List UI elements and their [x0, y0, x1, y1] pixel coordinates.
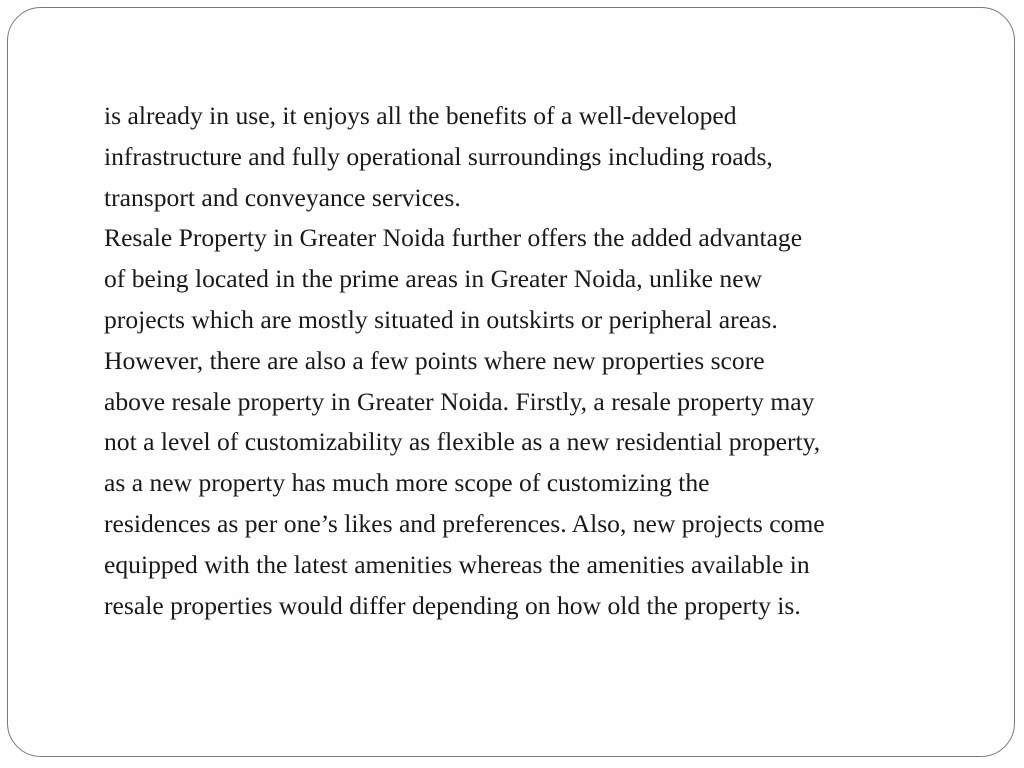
slide-body-text: [104, 96, 984, 626]
slide-frame: [7, 7, 1015, 757]
text-line: of being located in the prime areas in Greater Noida, unlike new: [104, 264, 763, 294]
text-line: However, there are also a few points where new properties score: [104, 345, 765, 375]
text-line: infrastructure and fully operational surroundings including roads,: [104, 141, 773, 171]
text-line: projects which are mostly situated in outskirts or peripheral areas.: [104, 304, 778, 334]
text-line: transport and conveyance services.: [104, 182, 461, 212]
text-line: equipped with the latest amenities whereas the amenities available in: [104, 549, 810, 579]
text-line: above resale property in Greater Noida. Firstly, a resale property may: [104, 386, 815, 416]
text-line: as a new property has much more scope of customizing the: [104, 468, 710, 498]
text-line: resale properties would differ depending on how old the property is.: [104, 590, 801, 620]
text-line: not a level of customizability as flexible as a new residential property,: [104, 427, 821, 457]
text-line: Resale Property in Greater Noida further offers the added advantage: [104, 223, 803, 253]
text-line: is already in use, it enjoys all the benefits of a well-developed: [104, 101, 737, 130]
text-line: residences as per one’s likes and preferences. Also, new projects come: [104, 508, 825, 538]
